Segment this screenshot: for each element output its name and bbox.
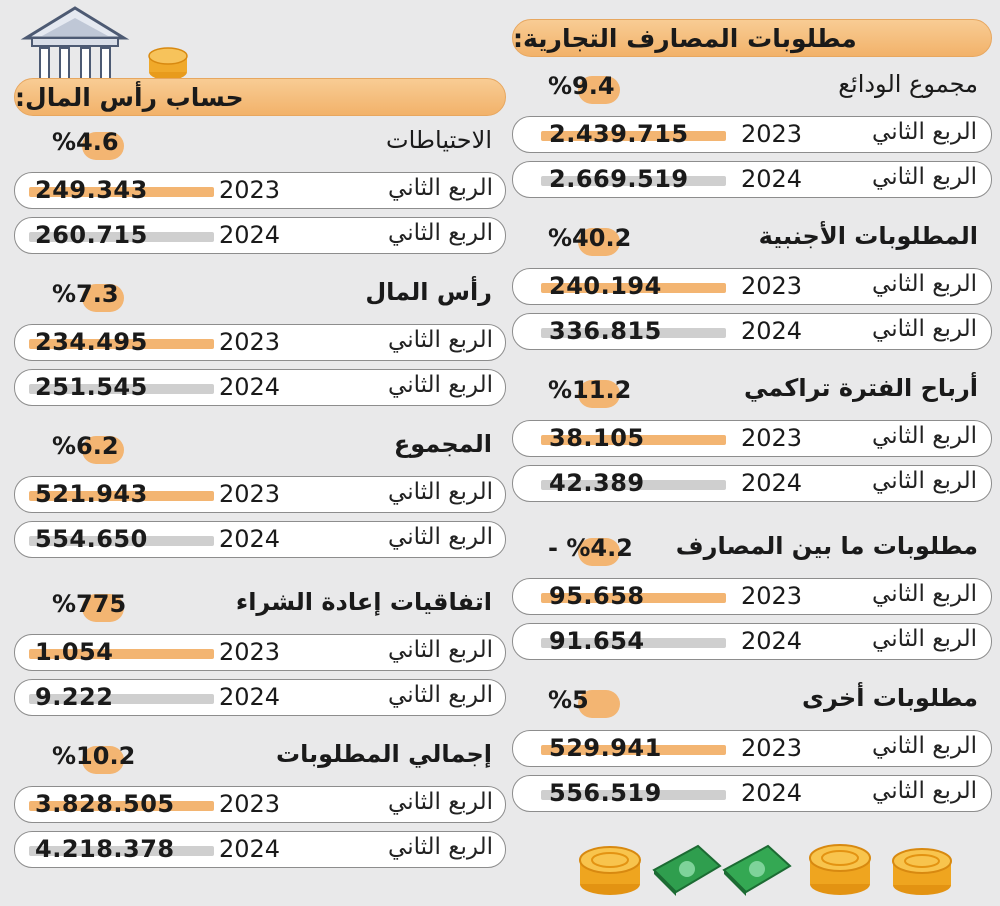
- row-quarter: الربع الثاني: [872, 626, 977, 652]
- row-year: 2024: [219, 683, 281, 711]
- section-title: مجموع الودائع: [838, 70, 978, 98]
- percent-text: %40.2: [548, 224, 632, 252]
- row-year: 2024: [219, 221, 281, 249]
- row-year: 2024: [741, 317, 803, 345]
- row-value: 249.343: [35, 176, 148, 204]
- percent-text: %5: [548, 686, 589, 714]
- right-panel-header: [512, 19, 992, 57]
- data-row-2023: [14, 786, 506, 823]
- section-title: رأس المال: [365, 278, 492, 306]
- percent-text: - %4.2: [548, 534, 633, 562]
- percent-text: %11.2: [548, 376, 632, 404]
- percent-text: %10.2: [52, 742, 136, 770]
- banknote-icon: [720, 840, 794, 898]
- row-quarter: الربع الثاني: [872, 164, 977, 190]
- data-row-2023: [512, 730, 992, 767]
- row-year: 2023: [741, 120, 803, 148]
- row-value: 240.194: [549, 272, 662, 300]
- row-quarter: الربع الثاني: [388, 479, 493, 505]
- row-quarter: الربع الثاني: [872, 423, 977, 449]
- data-row-2024: [14, 369, 506, 406]
- row-year: 2023: [219, 176, 281, 204]
- row-value: 2.439.715: [549, 120, 689, 148]
- row-year: 2024: [741, 469, 803, 497]
- section-title: مطلوبات أخرى: [801, 684, 978, 712]
- row-quarter: الربع الثاني: [872, 316, 977, 342]
- row-quarter: الربع الثاني: [872, 119, 977, 145]
- row-quarter: الربع الثاني: [388, 682, 493, 708]
- row-year: 2023: [741, 272, 803, 300]
- data-row-2023: [14, 324, 506, 361]
- percent-change: [52, 590, 126, 624]
- coin-stack-icon: [888, 838, 956, 898]
- row-year: 2023: [219, 638, 281, 666]
- banknote-icon: [650, 840, 724, 898]
- row-value: 2.669.519: [549, 165, 689, 193]
- row-year: 2024: [219, 525, 281, 553]
- row-quarter: الربع الثاني: [388, 834, 493, 860]
- data-row-2023: [512, 578, 992, 615]
- percent-change: [548, 534, 633, 568]
- row-year: 2023: [219, 480, 281, 508]
- row-year: 2023: [219, 328, 281, 356]
- row-year: 2024: [219, 835, 281, 863]
- row-value: 234.495: [35, 328, 148, 356]
- data-row-2023: [14, 476, 506, 513]
- data-row-2023: [512, 116, 992, 153]
- percent-text: %7.3: [52, 280, 119, 308]
- left-panel-header: [14, 78, 506, 116]
- data-row-2024: [14, 679, 506, 716]
- right-panel-header-text: مطلوبات المصارف التجارية:: [513, 23, 857, 53]
- percent-change: [52, 432, 119, 466]
- row-quarter: الربع الثاني: [388, 327, 493, 353]
- percent-change: [52, 280, 119, 314]
- row-value: 1.054: [35, 638, 114, 666]
- data-row-2024: [14, 831, 506, 868]
- data-row-2024: [512, 775, 992, 812]
- row-quarter: الربع الثاني: [872, 468, 977, 494]
- row-year: 2024: [741, 779, 803, 807]
- coin-stack-icon: [575, 836, 645, 898]
- row-quarter: الربع الثاني: [388, 372, 493, 398]
- row-value: 9.222: [35, 683, 114, 711]
- row-value: 95.658: [549, 582, 645, 610]
- row-year: 2024: [741, 627, 803, 655]
- left-panel-header-text: حساب رأس المال:: [15, 82, 244, 112]
- section-title: المطلوبات الأجنبية: [758, 222, 978, 250]
- row-value: 42.389: [549, 469, 645, 497]
- row-year: 2023: [741, 424, 803, 452]
- data-row-2024: [14, 217, 506, 254]
- row-value: 4.218.378: [35, 835, 175, 863]
- row-year: 2023: [219, 790, 281, 818]
- row-year: 2023: [741, 734, 803, 762]
- row-value: 3.828.505: [35, 790, 175, 818]
- row-quarter: الربع الثاني: [872, 271, 977, 297]
- data-row-2023: [512, 268, 992, 305]
- section-title: الاحتياطات: [386, 126, 492, 154]
- data-row-2024: [512, 465, 992, 502]
- row-quarter: الربع الثاني: [388, 175, 493, 201]
- row-year: 2023: [741, 582, 803, 610]
- data-row-2023: [512, 420, 992, 457]
- section-title: إجمالي المطلوبات: [276, 740, 492, 768]
- data-row-2024: [512, 623, 992, 660]
- section-title: المجموع: [393, 430, 492, 458]
- row-value: 38.105: [549, 424, 645, 452]
- row-quarter: الربع الثاني: [388, 220, 493, 246]
- row-value: 521.943: [35, 480, 148, 508]
- coin-stack-icon: [805, 834, 875, 898]
- row-year: 2024: [219, 373, 281, 401]
- percent-text: %775: [52, 590, 127, 618]
- row-quarter: الربع الثاني: [388, 637, 493, 663]
- percent-text: %9.4: [548, 72, 615, 100]
- row-quarter: الربع الثاني: [872, 733, 977, 759]
- coin-stack-icon: [146, 42, 190, 82]
- percent-text: %6.2: [52, 432, 119, 460]
- row-quarter: الربع الثاني: [388, 524, 493, 550]
- row-value: 554.650: [35, 525, 148, 553]
- percent-change: [548, 686, 589, 720]
- section-title: أرباح الفترة تراكمي: [744, 374, 978, 402]
- row-quarter: الربع الثاني: [388, 789, 493, 815]
- row-value: 260.715: [35, 221, 148, 249]
- row-quarter: الربع الثاني: [872, 778, 977, 804]
- section-title: اتفاقيات إعادة الشراء: [235, 588, 492, 616]
- percent-change: [52, 128, 119, 162]
- row-value: 91.654: [549, 627, 645, 655]
- data-row-2024: [512, 313, 992, 350]
- row-value: 336.815: [549, 317, 662, 345]
- percent-change: [548, 376, 631, 410]
- row-value: 529.941: [549, 734, 662, 762]
- data-row-2023: [14, 634, 506, 671]
- row-quarter: الربع الثاني: [872, 581, 977, 607]
- data-row-2024: [14, 521, 506, 558]
- percent-change: [548, 72, 615, 106]
- data-row-2024: [512, 161, 992, 198]
- percent-change: [52, 742, 135, 776]
- data-row-2023: [14, 172, 506, 209]
- percent-text: %4.6: [52, 128, 119, 156]
- row-value: 556.519: [549, 779, 662, 807]
- row-year: 2024: [741, 165, 803, 193]
- section-title: مطلوبات ما بين المصارف: [675, 532, 978, 560]
- row-value: 251.545: [35, 373, 148, 401]
- percent-change: [548, 224, 631, 258]
